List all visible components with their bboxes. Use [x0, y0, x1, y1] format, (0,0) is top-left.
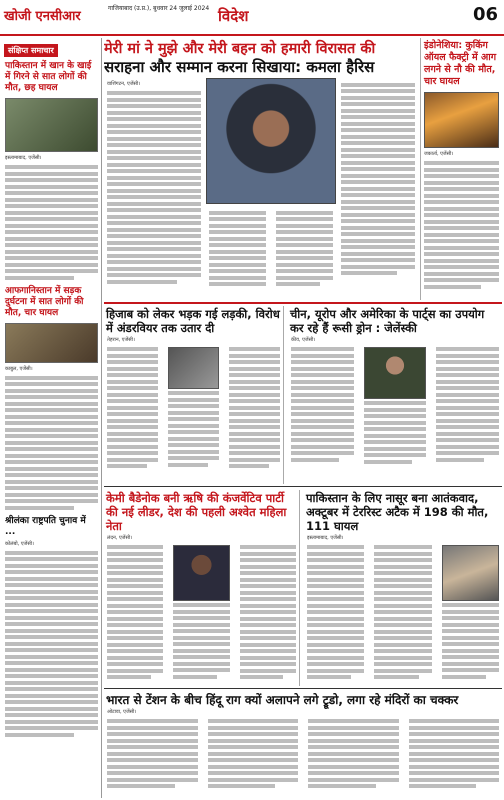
section-divider-2	[104, 486, 502, 487]
story-afghan-body	[2, 376, 101, 510]
story-zelensky-dateline: कीव, एजेंसी।	[291, 337, 316, 343]
photo-kemi-badenoch	[173, 545, 229, 601]
brief-news-tag: संक्षिप्त समाचार	[4, 44, 58, 57]
story-hijab	[104, 306, 284, 484]
story-indonesia	[420, 38, 502, 300]
story-badenoch-headline: केमी बैडेनोक बनी ऋषि की कंजर्वेटिव पार्टी की नई लीडर, देश की पहली अश्वेत महिला नेता	[106, 491, 287, 533]
photo-factory-fire	[424, 92, 499, 148]
story-pak-mine-headline: पाकिस्तान में खान के खाई में गिरने से सात लोगों की मौत, छह घायल	[5, 61, 92, 93]
lead-story-col3	[338, 80, 418, 300]
section-title: विदेश	[218, 7, 249, 25]
story-afghan-headline: आफगानिस्तान में सड़क दुर्घटना में सात लोगों की मौत, चार घायल	[5, 285, 84, 318]
story-zelensky	[288, 306, 502, 484]
lead-headline-red: मेरी मां ने मुझे और मेरी बहन को हमारी विरासत की	[104, 41, 376, 57]
story-pak-mine-body	[2, 165, 101, 280]
story-canada-dateline: ओटावा, एजेंसी।	[107, 709, 137, 715]
story-lanka-headline: श्रीलंका राष्ट्रपति चुनाव में ...	[5, 515, 86, 537]
main-area	[104, 38, 502, 798]
story-badenoch	[104, 490, 300, 686]
story-canada-trudeau	[104, 692, 502, 798]
story-hijab-dateline: तेहरान, एजेंसी।	[107, 337, 135, 343]
left-column	[2, 38, 102, 798]
photo-hijab-protest	[168, 347, 219, 389]
story-pakistan-headline: पाकिस्तान के लिए नासूर बना आतंकवाद, अक्टूबर में टेररिस्ट अटैक में 198 की मौत, 111 घायल	[306, 491, 489, 533]
story-afghan-dateline: काबुल, एजेंसी।	[5, 365, 33, 372]
section-divider-3	[104, 688, 502, 689]
photo-terror-attack	[442, 545, 499, 601]
story-zelensky-headline: चीन, यूरोप और अमेरिका के पार्ट्स का उपयोग कर रहे हैं रूसी ड्रोन : जेलेंस्की	[290, 307, 485, 335]
brand-name: खोजी एनसीआर	[4, 9, 81, 24]
story-pakistan-terror	[304, 490, 502, 686]
photo-mine-accident	[5, 98, 98, 152]
lead-headline-black: सराहना और सम्मान करना सिखाया: कमला हैरिस	[104, 58, 375, 76]
story-lanka-body	[2, 551, 101, 737]
story-hijab-headline: हिजाब को लेकर भड़क गई लड़की, विरोध में अंडरवियर तक उतार दी	[106, 307, 280, 335]
masthead	[0, 0, 504, 36]
page-number: 06	[472, 4, 498, 25]
story-canada-headline: भारत से टेंशन के बीच हिंदू राग क्यों अलापने लगे ट्रूडो, लगा रहे मंदिरों का चक्कर	[106, 693, 459, 707]
lead-story-dateline: वाशिंगटन, एजेंसी।	[107, 81, 141, 87]
photo-road-accident	[5, 323, 98, 363]
edition-dateline: गाजियाबाद (उ.प्र.), बुधवार 24 जुलाई 2024	[108, 5, 210, 12]
story-pak-mine-dateline: इस्लामाबाद, एजेंसी।	[5, 155, 42, 161]
section-divider	[104, 302, 502, 304]
story-indonesia-dateline: जकार्ता, एजेंसी।	[424, 151, 454, 157]
lead-story-col2	[206, 208, 336, 300]
photo-kamala-harris	[206, 78, 336, 204]
story-indonesia-headline: इंडोनेशिया: कुकिंग ऑयल फैक्ट्री में आग लगने से नौ की मौत, चार घायल	[424, 40, 497, 87]
story-lanka-dateline: कोलंबो, एजेंसी।	[5, 540, 34, 547]
story-badenoch-dateline: लंदन, एजेंसी।	[107, 535, 133, 541]
lead-headline	[104, 40, 414, 76]
lead-story-col1	[104, 80, 204, 300]
story-pakistan-dateline: इस्लामाबाद, एजेंसी।	[307, 535, 344, 541]
photo-zelensky	[364, 347, 427, 399]
